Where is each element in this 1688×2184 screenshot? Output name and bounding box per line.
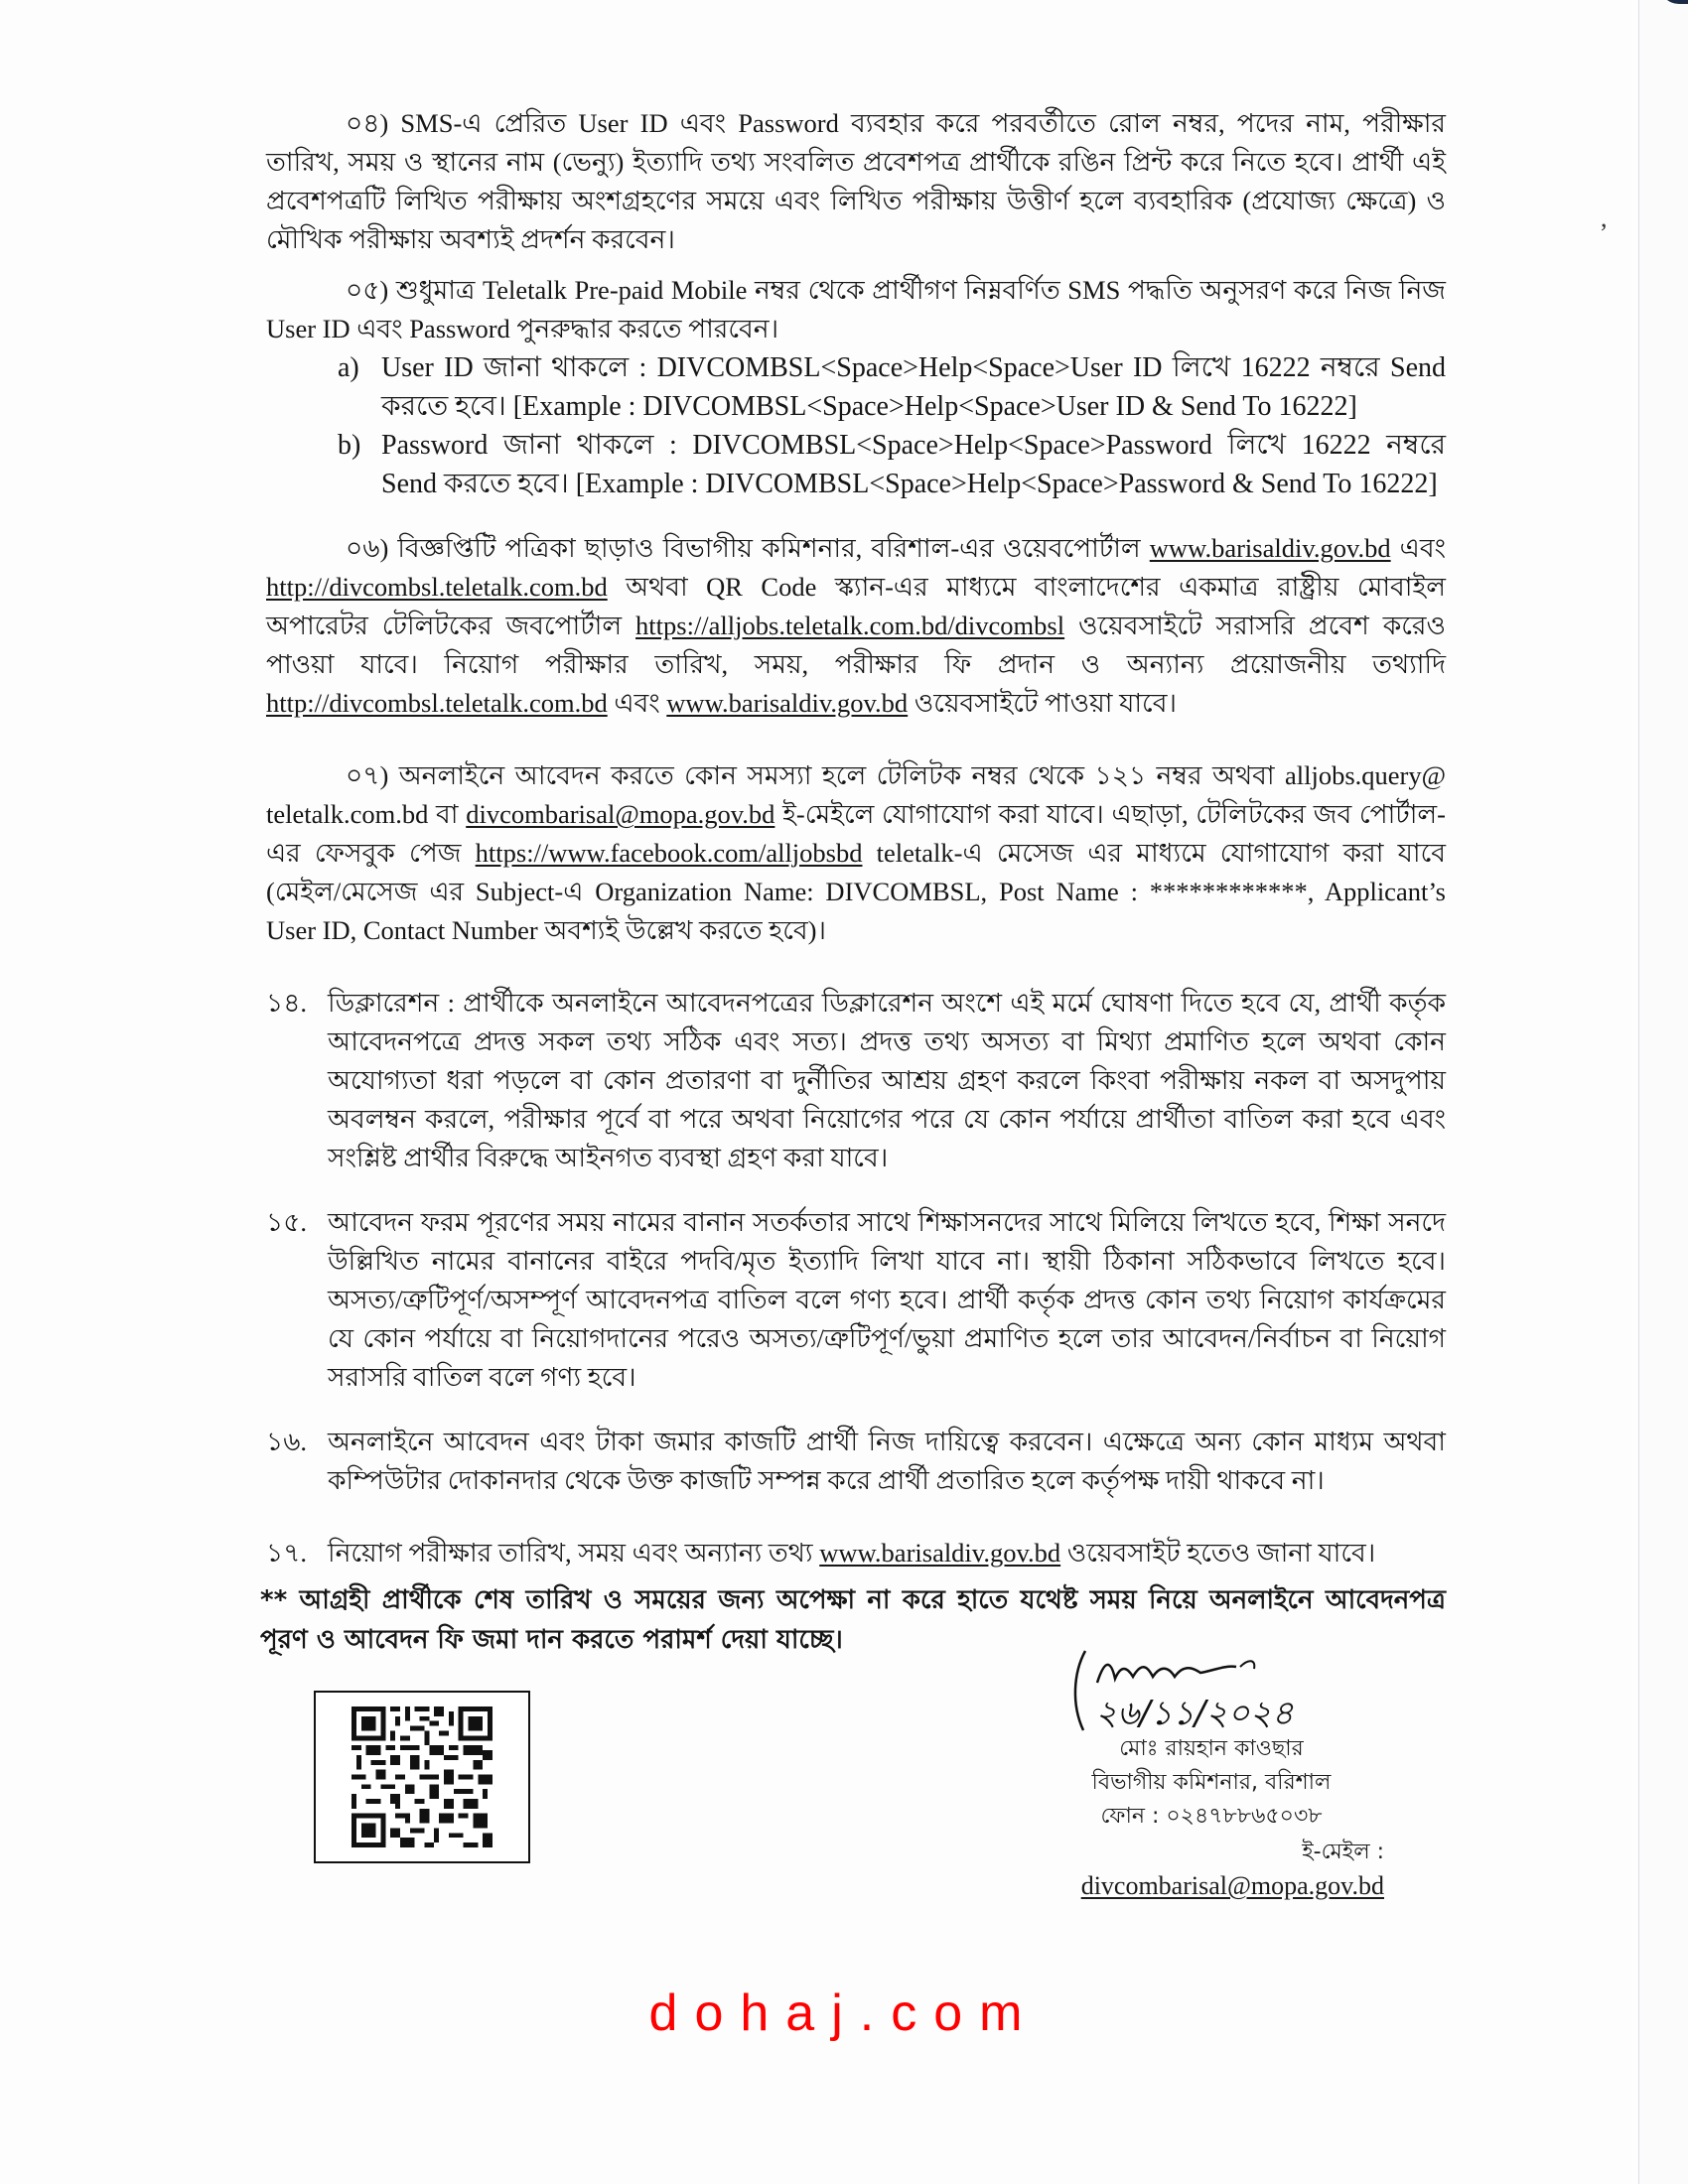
text-segment: ওয়েবসাইটে সরাসরি প্রবেশ করেও পাওয়া যাবে। নিয়োগ পরীক্ষার তারিখ, সময়, পরীক্ষার ফি প্রদান ও অন্যান্য প্রয়োজনীয় তথ্যাদি [266, 611, 1446, 679]
text-segment: এবং [607, 688, 667, 718]
notice-body [266, 104, 1446, 1572]
clause-number: ১৫. [266, 1207, 308, 1237]
link-barisaldiv[interactable]: www.barisaldiv.gov.bd [1149, 533, 1391, 563]
handwritten-signature [1067, 1643, 1365, 1737]
text-segment: ০৬) বিজ্ঞপ্তিটি পত্রিকা ছাড়াও বিভাগীয় কমিশনার, বরিশাল-এর ওয়েবপোর্টাল [346, 533, 1150, 563]
clause-text: ডিক্লারেশন : প্রার্থীকে অনলাইনে আবেদনপত্রের ডিক্লারেশন অংশে এই মর্মে ঘোষণা দিতে হবে যে, প্রার্থী কর্তৃক আবেদনপত্রে প্রদত্ত সকল তথ্য সঠিক এবং সত্য। প্রদত্ত তথ্য অসত্য বা মিথ্যা প্রমাণিত হলে অথবা কোন অযোগ্যতা ধরা পড়লে বা কোন প্রতারণা বা দুর্নীতির আশ্রয় গ্রহণ করলে কিংবা পরীক্ষায় নকল বা অসদুপায় অবলম্বন করলে, পরীক্ষার পূর্বে বা পরে অথবা নিয়োগের পরে যে কোন পর্যায়ে প্রার্থীতা বাতিল করা হবে এবং সংশ্লিষ্ট প্রার্থীর বিরুদ্ধে আইনগত ব্যবস্থা গ্রহণ করা যাবে। [328, 988, 1446, 1172]
text-segment: ওয়েবসাইট হতেও জানা যাবে। [1060, 1538, 1376, 1568]
signatory-phone: ফোন : ০২৪৭৮৮৬৫০৩৮ [1100, 1804, 1323, 1829]
text-segment: অথবা QR Code স্ক্যান-এর মাধ্যমে বাংলাদেশের একমাত্র রাষ্ট্রীয় মোবাইল অপারেটর টেলিটকের জবপোর্টাল [266, 572, 1446, 640]
text-segment: teletalk-এ মেসেজ এর মাধ্যমে যোগাযোগ করা যাবে (মেইল/মেসেজ এর Subject-এ Organization Name: DIVCOMBSL, Post Name : ************, Applicant’s User ID, Contact Number অবশ্যই উল্লেখ করতে হবে)। [266, 838, 1446, 945]
paragraph-07 [266, 756, 1446, 950]
item-label: b) [338, 430, 361, 461]
qr-code-icon [350, 1706, 494, 1847]
scan-corner [1659, 0, 1688, 4]
link-email-divcombarisal[interactable]: divcombarisal@mopa.gov.bd [466, 799, 775, 829]
link-alljobs-divcombsl[interactable]: https://alljobs.teletalk.com.bd/divcombsl [635, 611, 1065, 640]
watermark-text: dohaj.com [648, 1984, 1040, 2042]
clause-17 [266, 1534, 1446, 1572]
qr-code-box [314, 1691, 530, 1863]
item-label: a) [338, 352, 359, 383]
signatory-name: মোঃ রায়হান কাওছার [1119, 1736, 1304, 1761]
signatory-designation: বিভাগীয় কমিশনার, বরিশাল [1091, 1770, 1332, 1795]
link-barisaldiv[interactable]: www.barisaldiv.gov.bd [666, 688, 909, 718]
item-text: Password জানা থাকলে : DIVCOMBSL<Space>Help<Space>Password লিখে 16222 নম্বরে Send করতে হবে। [Example : DIVCOMBSL<Space>Help<Space>Password & Send To 16222] [381, 430, 1446, 499]
clause-text [328, 1534, 1446, 1572]
scan-edge [1638, 0, 1688, 2184]
sms-item-password [338, 426, 1446, 503]
paragraph-04: ০৪) SMS-এ প্রেরিত User ID এবং Password ব্যবহার করে পরবর্তীতে রোল নম্বর, পদের নাম, পরীক্ষার তারিখ, সময় ও স্থানের নাম (ভেন্যু) ইত্যাদি তথ্য সংবলিত প্রবেশপত্র প্রার্থীকে রঙিন প্রিন্ট করে নিতে হবে। প্রার্থী এই প্রবেশপত্রটি লিখিত পরীক্ষায় অংশগ্রহণের সময়ে এবং লিখিত পরীক্ষায় উত্তীর্ণ হলে ব্যবহারিক (প্রযোজ্য ক্ষেত্রে) ও মৌখিক পরীক্ষায় অবশ্যই প্রদর্শন করবেন। [266, 108, 1446, 254]
clause-number: ১৬. [266, 1427, 308, 1456]
clause-number: ১৭. [266, 1538, 308, 1568]
link-divcombsl-teletalk[interactable]: http://divcombsl.teletalk.com.bd [266, 688, 608, 718]
clause-15 [266, 1203, 1446, 1397]
link-divcombsl-teletalk[interactable]: http://divcombsl.teletalk.com.bd [266, 572, 608, 602]
clause-text: আবেদন ফরম পূরণের সময় নামের বানান সতর্কতার সাথে শিক্ষাসনদের সাথে মিলিয়ে লিখতে হবে, শিক্ষা সনদে উল্লিখিত নামের বানানের বাইরে পদবি/মৃত ইত্যাদি লিখা যাবে না। স্থায়ী ঠিকানা সঠিকভাবে লিখতে হবে। অসত্য/ত্রুটিপূর্ণ/অসম্পূর্ণ আবেদনপত্র বাতিল বলে গণ্য হবে। প্রার্থী কর্তৃক প্রদত্ত কোন তথ্য নিয়োগ কার্যক্রমের যে কোন পর্যায়ে বা নিয়োগদানের পরেও অসত্য/ত্রুটিপূর্ণ/ভুয়া প্রমাণিত হলে তার আবেদন/নির্বাচন বা নিয়োগ সরাসরি বাতিল বলে গণ্য হবে। [328, 1207, 1446, 1392]
text-segment: ওয়েবসাইটে পাওয়া যাবে। [908, 688, 1177, 718]
signature-date: ২৬/১১/২০২৪ [1095, 1694, 1294, 1733]
text-segment: ই-মেইলে যোগাযোগ করা যাবে। এছাড়া, টেলিটকের জব পোর্টাল-এর ফেসবুক পেজ [266, 799, 1447, 868]
clause-text: অনলাইনে আবেদন এবং টাকা জমার কাজটি প্রার্থী নিজ দায়িত্বে করবেন। এক্ষেত্রে অন্য কোন মাধ্যম অথবা কম্পিউটার দোকানদার থেকে উক্ত কাজটি সম্পন্ন করে প্রার্থী প্রতারিত হলে কর্তৃপক্ষ দায়ী থাকবে না। [328, 1427, 1446, 1495]
sms-item-user-id [338, 348, 1446, 426]
text-segment: নিয়োগ পরীক্ষার তারিখ, সময় এবং অন্যান্য তথ্য [328, 1538, 820, 1568]
clause-number: ১৪. [266, 988, 308, 1018]
clause-16 [266, 1423, 1446, 1500]
stray-mark: , [1601, 204, 1608, 232]
link-facebook-alljobsbd[interactable]: https://www.facebook.com/alljobsbd [475, 838, 863, 868]
signatory-block [993, 1732, 1430, 1903]
email-label: ই-মেইল : [1302, 1840, 1384, 1864]
paragraph-06 [266, 529, 1446, 723]
signatory-email-row [993, 1834, 1430, 1903]
paragraph-05: ০৫) শুধুমাত্র Teletalk Pre-paid Mobile নম্বর থেকে প্রার্থীগণ নিম্নবর্ণিত SMS পদ্ধতি অনুসরণ করে নিজ নিজ User ID এবং Password পুনরুদ্ধার করতে পারবেন। [266, 275, 1446, 343]
item-text: User ID জানা থাকলে : DIVCOMBSL<Space>Help<Space>User ID লিখে 16222 নম্বরে Send করতে হবে। [Example : DIVCOMBSL<Space>Help<Space>User ID & Send To 16222] [381, 352, 1446, 422]
link-barisaldiv[interactable]: www.barisaldiv.gov.bd [819, 1538, 1061, 1568]
clause-14 [266, 984, 1446, 1177]
text-segment: এবং [1390, 533, 1446, 563]
text-segment: ০৭) অনলাইনে আবেদন করতে কোন সমস্যা হলে টেলিটক নম্বর থেকে ১২১ নম্বর অথবা alljobs.query@ teletalk.com.bd বা [266, 760, 1446, 829]
signatory-email-link[interactable]: divcombarisal@mopa.gov.bd [1080, 1871, 1384, 1900]
advisory-note: ** আগ্রহী প্রার্থীকে শেষ তারিখ ও সময়ের জন্য অপেক্ষা না করে হাতে যথেষ্ট সময় নিয়ে অনলাইনে আবেদনপত্র পূরণ ও আবেদন ফি জমা দান করতে পরামর্শ দেয়া যাচ্ছে। [260, 1585, 1446, 1655]
